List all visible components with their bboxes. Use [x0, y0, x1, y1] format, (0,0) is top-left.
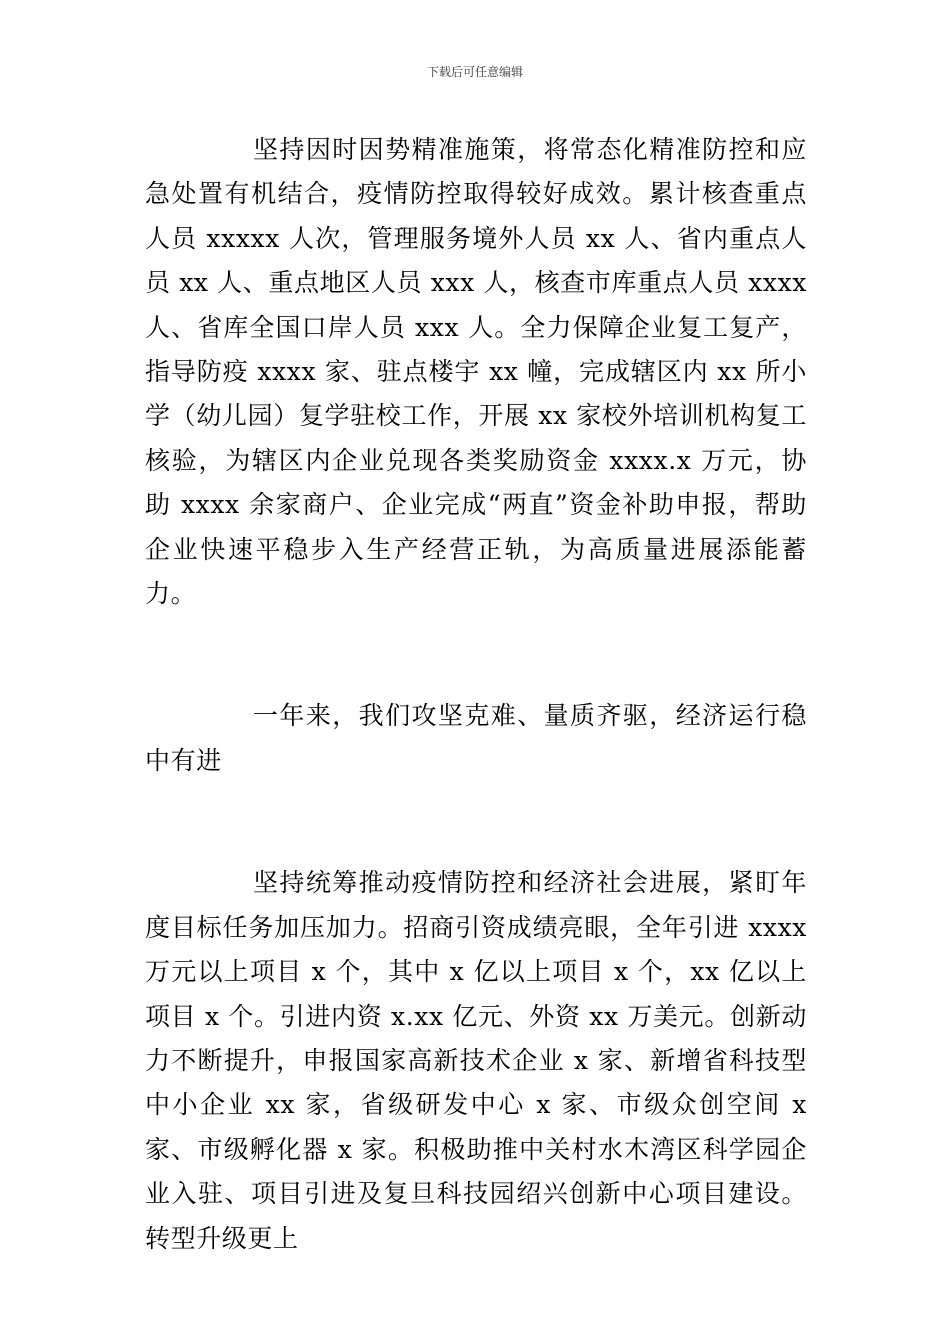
- page-header-note: 下载后可任意编辑: [426, 65, 523, 79]
- paragraph-economy: 坚持统筹推动疫情防控和经济社会进展，紧盯年度目标任务加压加力。招商引资成绩亮眼，全年引进 xxxx 万元以上项目 x 个，其中 x 亿以上项目 x 个，xx 亿以上项目 x 个。引进内资 x.xx 亿元、外资 xx 万美元。创新动力不断提升，申报国家高新技术企业 x 家、新增省科技型中小企业 xx 家，省级研发中心 x 家、市级众创空间 x 家、市级孵化器 x 家。积极助推中关村水木湾区科学园企业入驻、项目引进及复旦科技园绍兴创新中心项目建设。转型升级更上: [145, 868, 807, 1253]
- document-body: [145, 128, 807, 1261]
- paragraph-epidemic-control: 坚持因时因势精准施策，将常态化精准防控和应急处置有机结合，疫情防控取得较好成效。累计核查重点人员 xxxxx 人次，管理服务境外人员 xx 人、省内重点人员 xx 人、重点地区人员 xxx 人，核查市库重点人员 xxxx 人、省库全国口岸人员 xxx 人。全力保障企业复工复产，指导防疫 xxxx 家、驻点楼宇 xx 幢，完成辖区内 xx 所小学（幼儿园）复学驻校工作，开展 xx 家校外培训机构复工核验，为辖区内企业兑现各类奖励资金 xxxx.x 万元，协助 xxxx 余家商户、企业完成“两直”资金补助申报，帮助企业快速平稳步入生产经营正轨，为高质量进展添能蓄力。: [145, 135, 807, 609]
- section-heading: 一年来，我们攻坚克难、量质齐驱，经济运行稳中有进: [145, 701, 807, 775]
